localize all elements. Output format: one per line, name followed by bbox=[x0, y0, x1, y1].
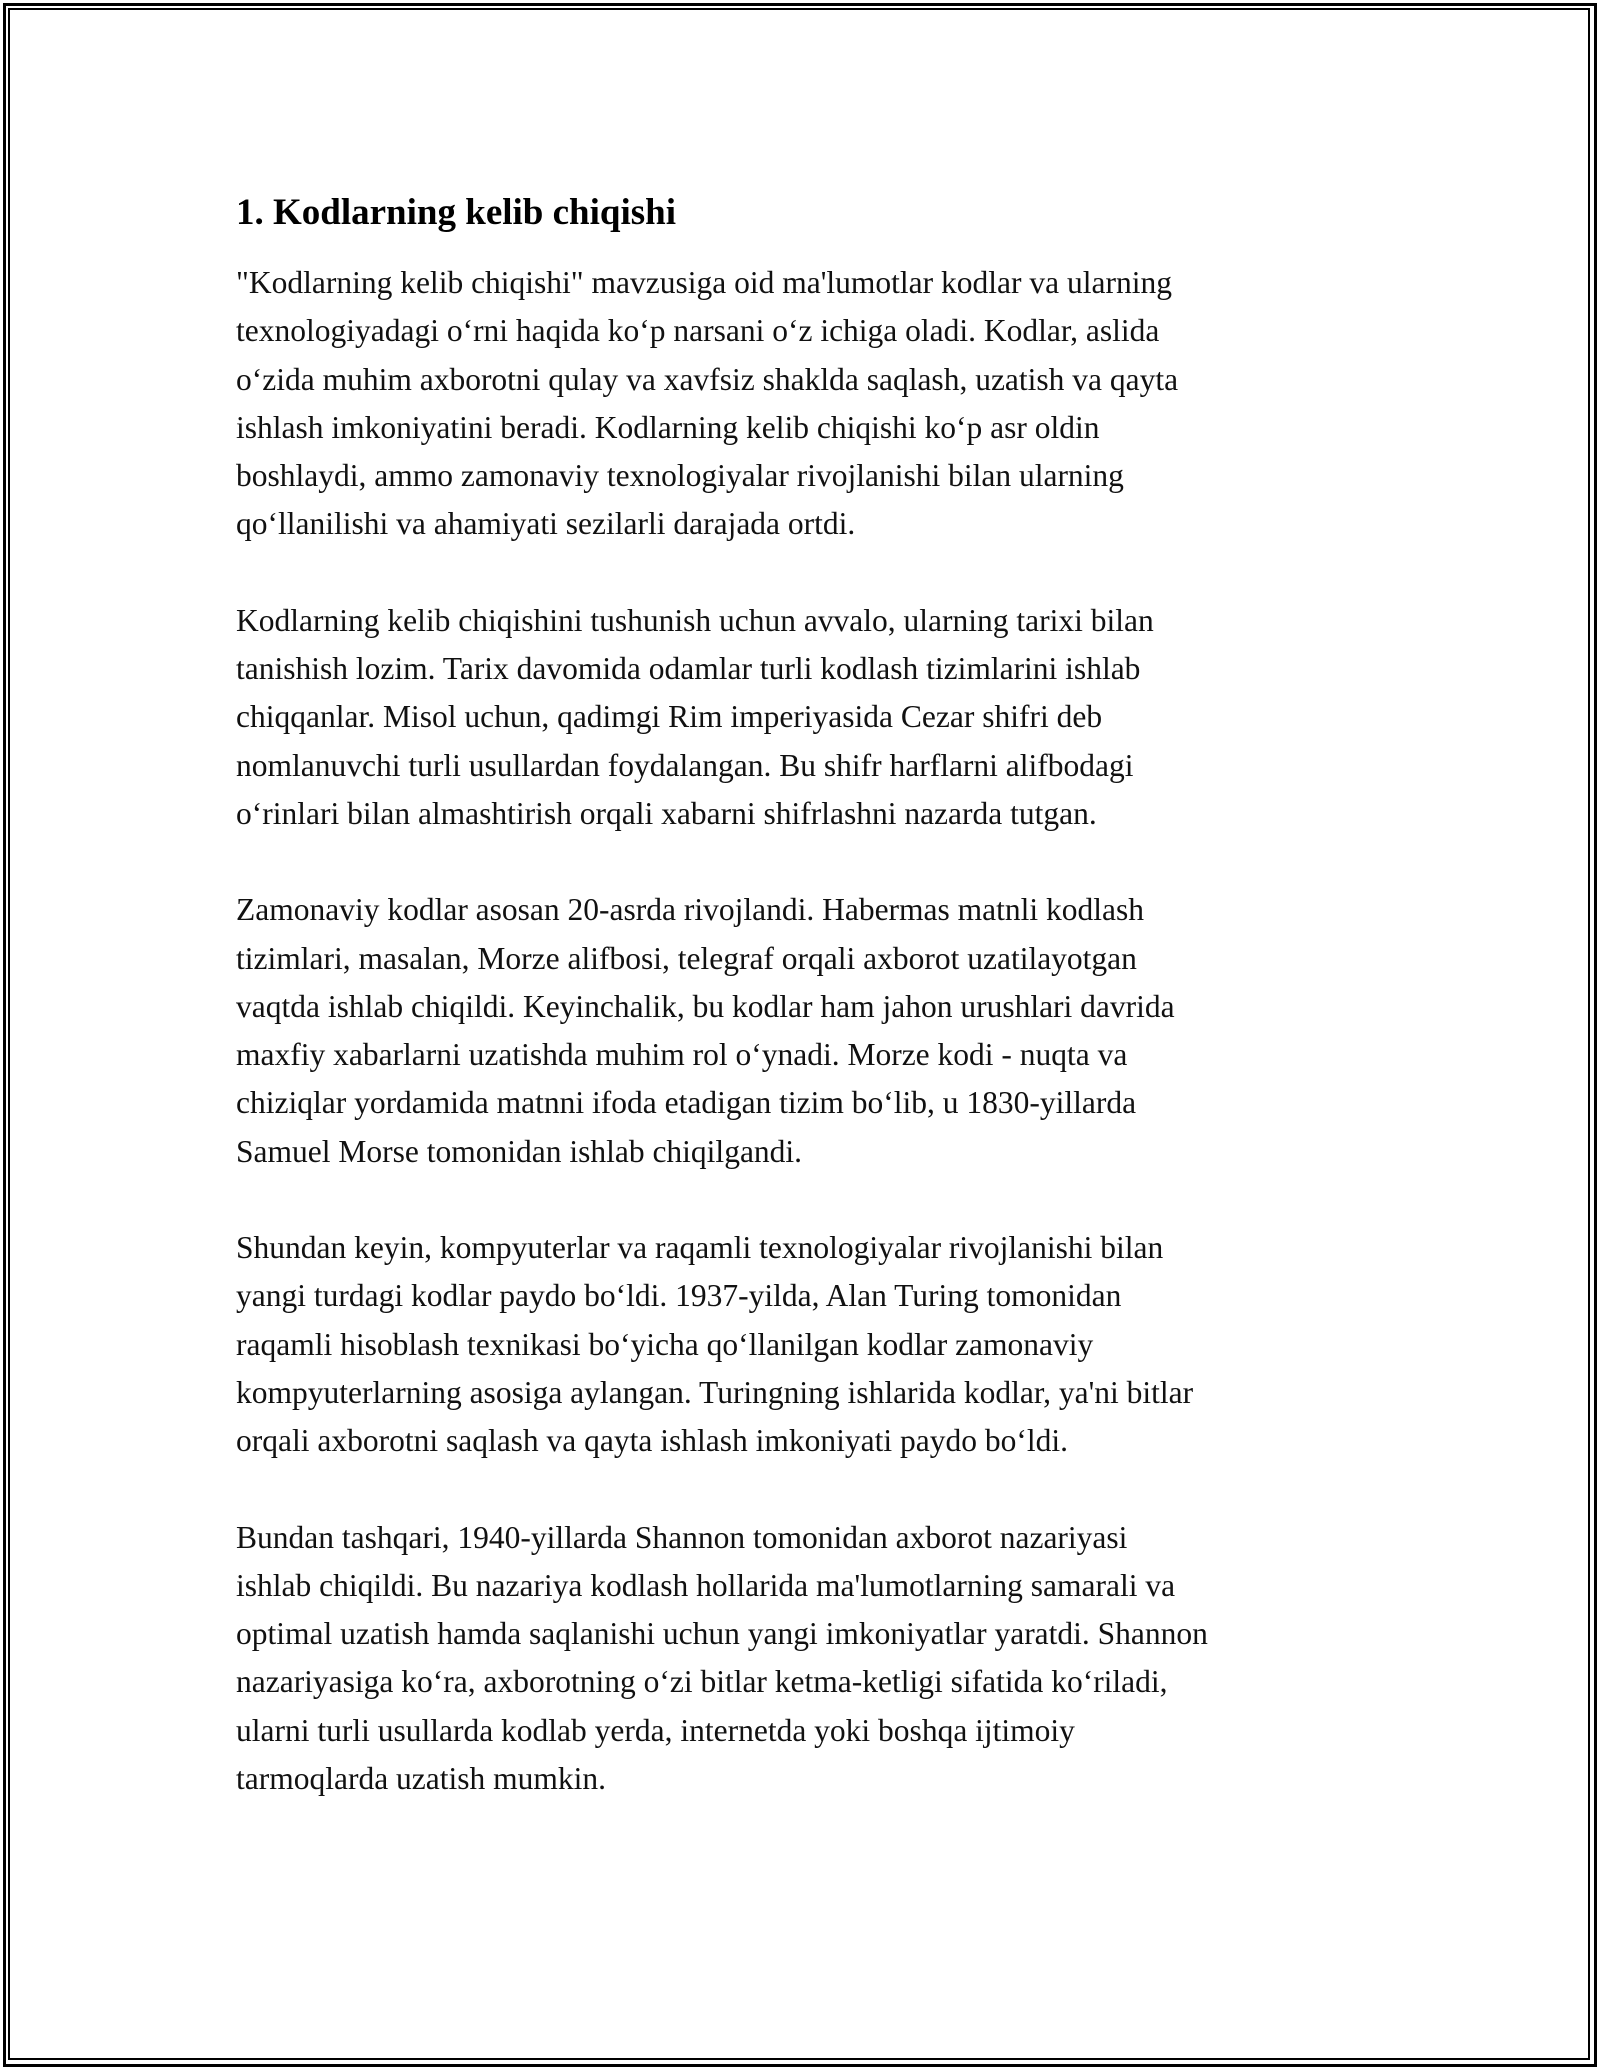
text-line: texnologiyadagi o‘rni haqida ko‘p narsani o‘z ichiga oladi. Kodlar, aslida bbox=[236, 313, 1160, 349]
text-line: "Kodlarning kelib chiqishi" mavzusiga oid ma'lumotlar kodlar va ularning bbox=[236, 265, 1172, 300]
document-body bbox=[236, 180, 1376, 1851]
paragraph-5 bbox=[236, 1514, 1376, 1804]
paragraph-1 bbox=[236, 259, 1376, 549]
text-line: chiziqlar yordamida matnni ifoda etadigan tizim bo‘lib, u 1830-yillarda bbox=[236, 1085, 1137, 1121]
text-line: kompyuterlarning asosiga aylangan. Turingning ishlarida kodlar, ya'ni bitlar bbox=[236, 1374, 1194, 1410]
text-line: boshlaydi, ammo zamonaviy texnologiyalar rivojlanishi bilan ularning bbox=[236, 458, 1124, 494]
text-line: o‘rinlari bilan almashtirish orqali xabarni shifrlashni nazarda tutgan. bbox=[236, 795, 1097, 831]
text-line: o‘zida muhim axborotni qulay va xavfsiz shaklda saqlash, uzatish va qayta bbox=[236, 361, 1179, 397]
text-line: optimal uzatish hamda saqlanishi uchun yangi imkoniyatlar yaratdi. Shannon bbox=[236, 1616, 1208, 1652]
text-line: nomlanuvchi turli usullardan foydalangan. Bu shifr harflarni alifbodagi bbox=[236, 747, 1134, 783]
text-line: Shundan keyin, kompyuterlar va raqamli texnologiyalar rivojlanishi bilan bbox=[236, 1230, 1164, 1266]
text-line: Zamonaviy kodlar asosan 20-asrda rivojlandi. Habermas matnli kodlash bbox=[236, 892, 1145, 928]
paragraph-3 bbox=[236, 886, 1376, 1176]
text-line: nazariyasiga ko‘ra, axborotning o‘zi bitlar ketma-ketligi sifatida ko‘riladi, bbox=[236, 1664, 1168, 1700]
text-line: yangi turdagi kodlar paydo bo‘ldi. 1937-yilda, Alan Turing tomonidan bbox=[236, 1278, 1122, 1314]
text-line: Bundan tashqari, 1940-yillarda Shannon tomonidan axborot nazariyasi bbox=[236, 1519, 1128, 1555]
text-line: vaqtda ishlab chiqildi. Keyinchalik, bu kodlar ham jahon urushlari davrida bbox=[236, 988, 1175, 1024]
text-line: tizimlari, masalan, Morze alifbosi, telegraf orqali axborot uzatilayotgan bbox=[236, 940, 1137, 976]
text-line: ishlab chiqildi. Bu nazariya kodlash hollarida ma'lumotlarning samarali va bbox=[236, 1567, 1176, 1603]
text-line: Kodlarning kelib chiqishini tushunish uchun avvalo, ularning tarixi bilan bbox=[236, 602, 1154, 638]
text-line: Samuel Morse tomonidan ishlab chiqilgandi. bbox=[236, 1133, 803, 1169]
text-line: ishlash imkoniyatini beradi. Kodlarning kelib chiqishi ko‘p asr oldin bbox=[236, 409, 1100, 445]
text-line: orqali axborotni saqlash va qayta ishlash imkoniyati paydo bo‘ldi. bbox=[236, 1423, 1068, 1459]
text-line: ularni turli usullarda kodlab yerda, internetda yoki boshqa ijtimoiy bbox=[236, 1712, 1075, 1748]
paragraph-4 bbox=[236, 1224, 1376, 1465]
text-line: chiqqanlar. Misol uchun, qadimgi Rim imperiyasida Cezar shifri deb bbox=[236, 699, 1103, 735]
text-line: raqamli hisoblash texnikasi bo‘yicha qo‘llanilgan kodlar zamonaviy bbox=[236, 1326, 1094, 1362]
text-line: tarmoqlarda uzatish mumkin. bbox=[236, 1761, 607, 1797]
paragraph-2 bbox=[236, 597, 1376, 838]
text-line: maxfiy xabarlarni uzatishda muhim rol o‘ynadi. Morze kodi - nuqta va bbox=[236, 1037, 1128, 1073]
text-line: tanishish lozim. Tarix davomida odamlar turli kodlash tizimlarini ishlab bbox=[236, 651, 1141, 687]
text-line: qo‘llanilishi va ahamiyati sezilarli darajada ortdi. bbox=[236, 506, 856, 542]
section-title: 1. Kodlarning kelib chiqishi bbox=[236, 192, 677, 233]
